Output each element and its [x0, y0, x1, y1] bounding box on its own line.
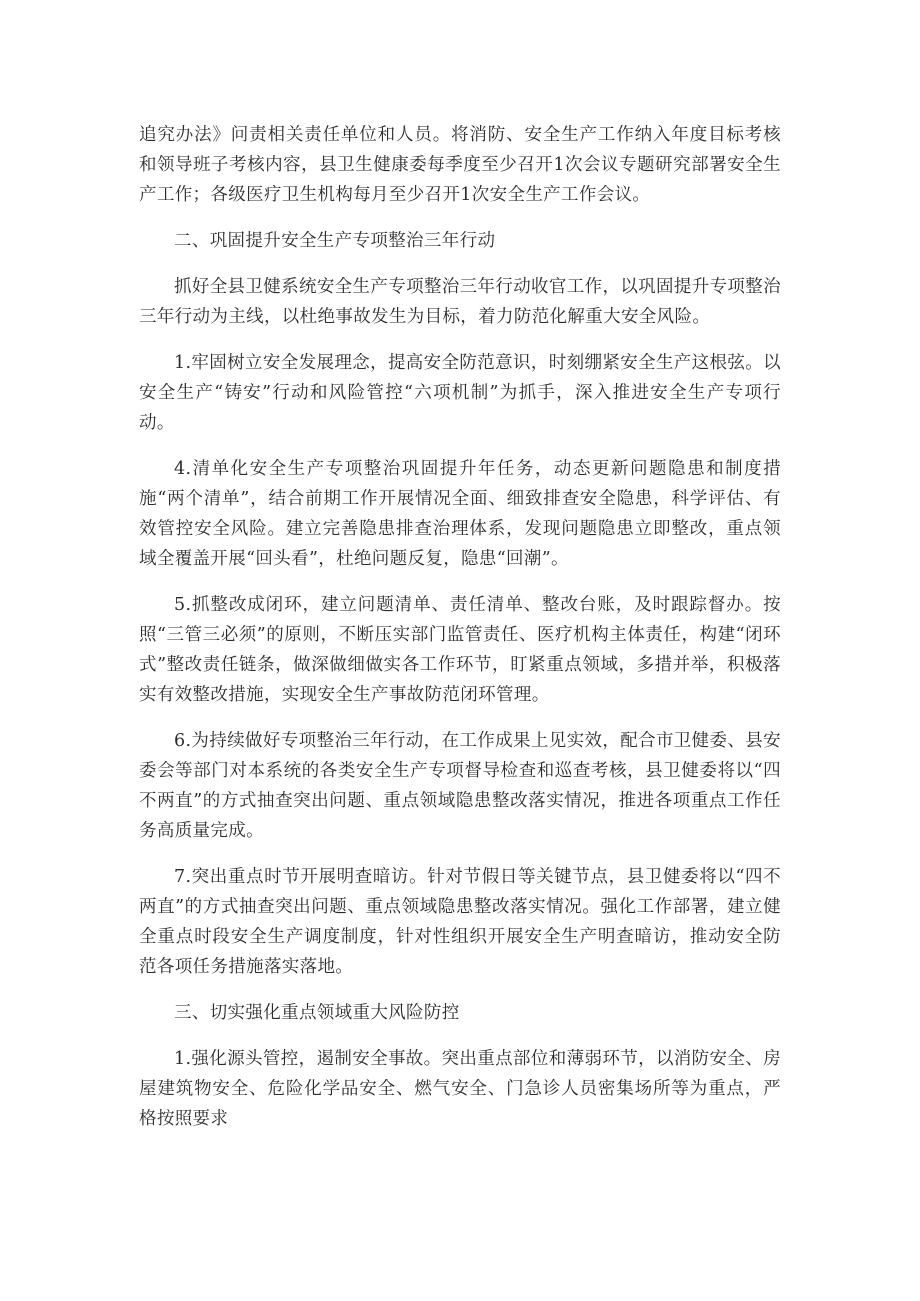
section-heading-2: 二、巩固提升安全生产专项整治三年行动 [174, 231, 496, 251]
paragraph-intro: 抓好全县卫健系统安全生产专项整治三年行动收官工作，以巩固提升专项整治三年行动为主线，以杜绝事故发生为目标，着力防范化解重大安全风险。 [139, 277, 781, 327]
paragraph-item-5: 5.抓整改成闭环，建立问题清单、责任清单、整改台账，及时跟踪督办。按照“三管三必须”的原则，不断压实部门监管责任、医疗机构主体责任，构建“闭环式”整改责任链条，做深做细做实各工作环节，盯紧重点领域，多措并举，积极落实有效整改措施，实现安全生产事故防范闭环管理。 [139, 595, 781, 705]
paragraph-item-1-section-3: 1.强化源头管控，遏制安全事故。突出重点部位和薄弱环节，以消防安全、房屋建筑物安全、危险化学品安全、燃气安全、门急诊人员密集场所等为重点，严格按照要求 [139, 1049, 781, 1129]
paragraph-continuation: 追究办法》问责相关责任单位和人员。将消防、安全生产工作纳入年度目标考核和领导班子考核内容，县卫生健康委每季度至少召开1次会议专题研究部署安全生产工作；各级医疗卫生机构每月至少召开1次安全生产工作会议。 [139, 125, 781, 205]
paragraph-item-6: 6.为持续做好专项整治三年行动，在工作成果上见实效，配合市卫健委、县安委会等部门对本系统的各类安全生产专项督导检查和巡查考核，县卫健委将以“四不两直”的方式抽查突出问题、重点领域隐患整改落实情况，推进各项重点工作任务高质量完成。 [139, 731, 781, 841]
section-heading-3: 三、切实强化重点领域重大风险防控 [174, 1003, 460, 1023]
paragraph-item-4: 4.清单化安全生产专项整治巩固提升年任务，动态更新问题隐患和制度措施“两个清单”，结合前期工作开展情况全面、细致排查安全隐患，科学评估、有效管控安全风险。建立完善隐患排查治理体系，发现问题隐患立即整改，重点领域全覆盖开展“回头看”，杜绝问题反复，隐患“回潮”。 [139, 459, 781, 569]
paragraph-item-1: 1.牢固树立安全发展理念，提高安全防范意识，时刻绷紧安全生产这根弦。以安全生产“铸安”行动和风险管控“六项机制”为抓手，深入推进安全生产专项行动。 [139, 353, 781, 433]
paragraph-item-7: 7.突出重点时节开展明查暗访。针对节假日等关键节点，县卫健委将以“四不两直”的方式抽查突出问题、重点领域隐患整改落实情况。强化工作部署，建立健全重点时段安全生产调度制度，针对性组织开展安全生产明查暗访，推动安全防范各项任务措施落实落地。 [139, 867, 781, 977]
